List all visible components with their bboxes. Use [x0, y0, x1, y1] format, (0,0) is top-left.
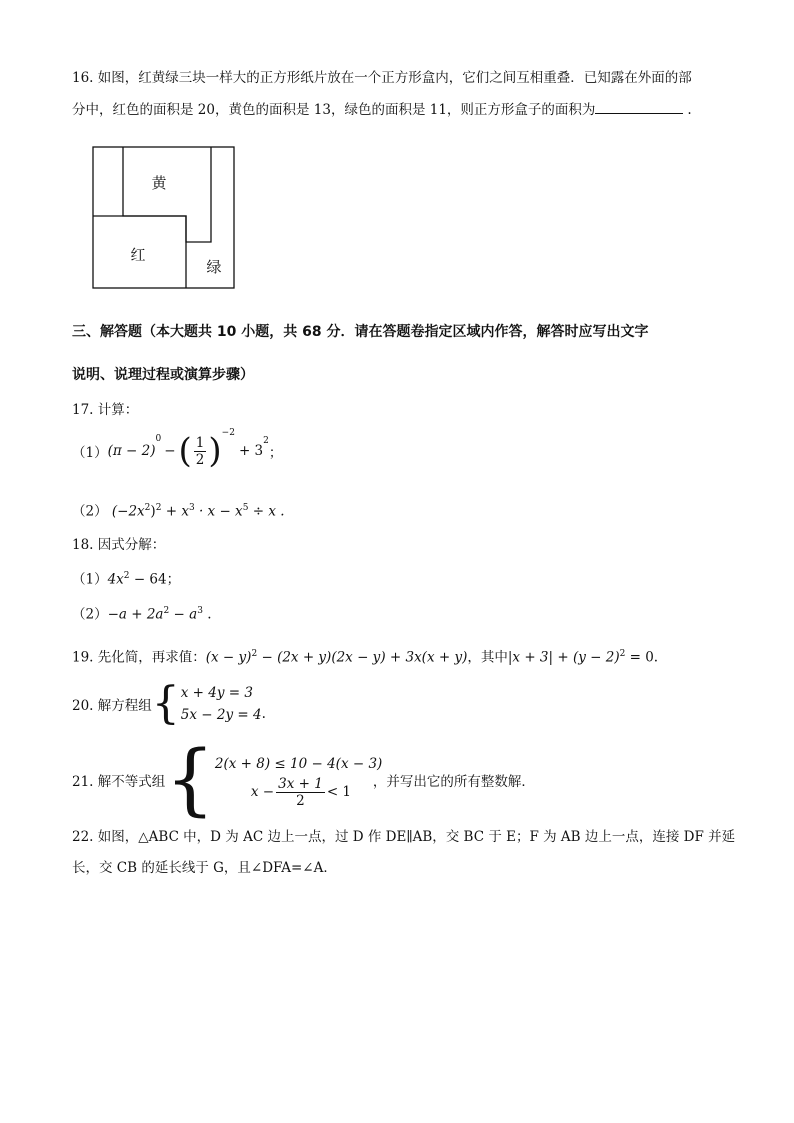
- q17-p1-lparen: (: [178, 431, 192, 471]
- q17-part-1: [72, 426, 282, 476]
- q18-p1-rest: − 64；: [129, 571, 181, 588]
- q20: [72, 680, 266, 728]
- q19-cond-exp: 2: [619, 649, 626, 659]
- q17-p2-a-exp1: 2: [144, 503, 151, 513]
- q17-p1-b-exp: −2: [221, 428, 235, 438]
- q20-end: .: [261, 706, 266, 722]
- answer-blank: [595, 99, 683, 114]
- q17-p1-label: （1）: [72, 445, 108, 461]
- q21-prefix: 21. 解不等式组: [72, 774, 166, 790]
- q17-p1-c: + 3: [238, 443, 264, 459]
- q17-p1-den: 2: [195, 451, 205, 468]
- q21-brace: {: [165, 735, 215, 825]
- q21-ineq2-a: x −: [250, 784, 275, 800]
- q17-p1-rparen: ): [208, 431, 222, 471]
- q18-p1-exp: 2: [123, 571, 130, 581]
- q17-p1-minus: −: [164, 443, 176, 459]
- section-3-heading-line-2: 说明、说理过程或演算步骤）: [72, 367, 254, 383]
- q18-p1: 4x: [107, 571, 124, 588]
- q18-p2-mid: − a: [169, 606, 198, 623]
- q21-ineq2: [251, 776, 365, 809]
- q19-expr-exp: 2: [251, 649, 258, 659]
- q17-p2-label: （2）: [72, 503, 108, 520]
- q21-ineq2-b: < 1: [326, 784, 352, 800]
- q17-p2-c: · x − x: [198, 503, 243, 520]
- q19-mid: ，其中: [467, 649, 508, 666]
- q17-part-2: [72, 498, 285, 522]
- q22-line-2: 长，交 CB 的延长线于 G，且∠DFA=∠A．: [72, 860, 337, 876]
- green-label: 绿: [206, 258, 222, 276]
- q18-p2-exp: 2: [163, 606, 170, 616]
- q16-line-2-text: 分中，红色的面积是 20，黄色的面积是 13，绿色的面积是 11，则正方形盒子的面积为: [72, 102, 596, 118]
- q17-p2-b: + x: [165, 503, 189, 520]
- q17-p2-a: (−2x: [111, 503, 145, 520]
- q17-p2-d: ÷ x .: [252, 503, 285, 520]
- q21-system: [214, 752, 383, 809]
- q19: [72, 644, 658, 668]
- q17-title: 17. 计算：: [72, 402, 139, 418]
- q16-line-2: [72, 99, 692, 120]
- q17-p1-num: 1: [195, 434, 205, 451]
- yellow-label: 黄: [151, 174, 167, 192]
- q20-prefix: 20. 解方程组: [72, 698, 152, 714]
- q21: [72, 735, 535, 825]
- q18-part-1: [72, 566, 180, 590]
- q17-p1-fraction: [194, 435, 207, 468]
- section-3-heading-line-1: 三、解答题（本大题共 10 小题，共 68 分．请在答题卷指定区域内作答，解答时应写出文字: [72, 324, 649, 340]
- q17-p1-a-exp: 0: [155, 434, 162, 444]
- q19-expr2: − (2x + y)(2x − y) + 3x(x + y): [257, 649, 468, 666]
- q21-suffix: ，并写出它的所有整数解．: [372, 774, 535, 790]
- q20-brace: {: [151, 678, 180, 729]
- q17-p2-a-close: ): [150, 503, 156, 520]
- q16-line-2-end: .: [687, 102, 692, 118]
- q16-figure: [90, 144, 240, 294]
- q18-p2-label: （2）: [72, 606, 108, 623]
- q20-eq2: 5x − 2y = 4: [180, 707, 262, 723]
- q22-line-1: 22. 如图，△ABC 中，D 为 AC 边上一点，过 D 作 DE∥AB，交 BC 于 E；F 为 AB 边上一点，连接 DF 并延: [72, 829, 736, 845]
- q18-title: 18. 因式分解：: [72, 537, 166, 553]
- yellow-square: [123, 147, 211, 242]
- q21-fraction: [276, 776, 325, 809]
- q19-expr: (x − y): [205, 649, 252, 666]
- q17-p2-c-exp: 5: [242, 503, 249, 513]
- q18-p2-end: .: [202, 606, 212, 623]
- q18-p2-exp2: 3: [197, 606, 203, 616]
- red-label: 红: [130, 246, 146, 264]
- q20-system: [181, 682, 262, 726]
- q21-ineq2-den: 2: [296, 792, 305, 809]
- q17-p1-end: ；: [268, 445, 283, 461]
- q21-ineq2-num: 3x + 1: [278, 775, 323, 792]
- q21-ineq1: 2(x + 8) ≤ 10 − 4(x − 3): [214, 755, 383, 772]
- q20-eq1: x + 4y = 3: [180, 685, 253, 701]
- q18-p1-label: （1）: [72, 571, 108, 588]
- q18-part-2: [72, 601, 212, 625]
- q16-line-1: 16. 如图，红黄绿三块一样大的正方形纸片放在一个正方形盒内，它们之间互相重叠．已知露在外面的部: [72, 70, 692, 86]
- q19-cond-end: = 0.: [625, 649, 659, 666]
- q17-p2-b-exp: 3: [188, 503, 195, 513]
- q17-p1-c-exp: 2: [263, 436, 269, 446]
- q17-p2-a-exp2: 2: [155, 503, 162, 513]
- q18-p2: −a + 2a: [107, 606, 164, 623]
- q17-p1-a: (π − 2): [107, 443, 156, 459]
- q19-cond: |x + 3| + (y − 2): [507, 649, 620, 666]
- q19-prefix: 19. 先化简，再求值：: [72, 649, 206, 666]
